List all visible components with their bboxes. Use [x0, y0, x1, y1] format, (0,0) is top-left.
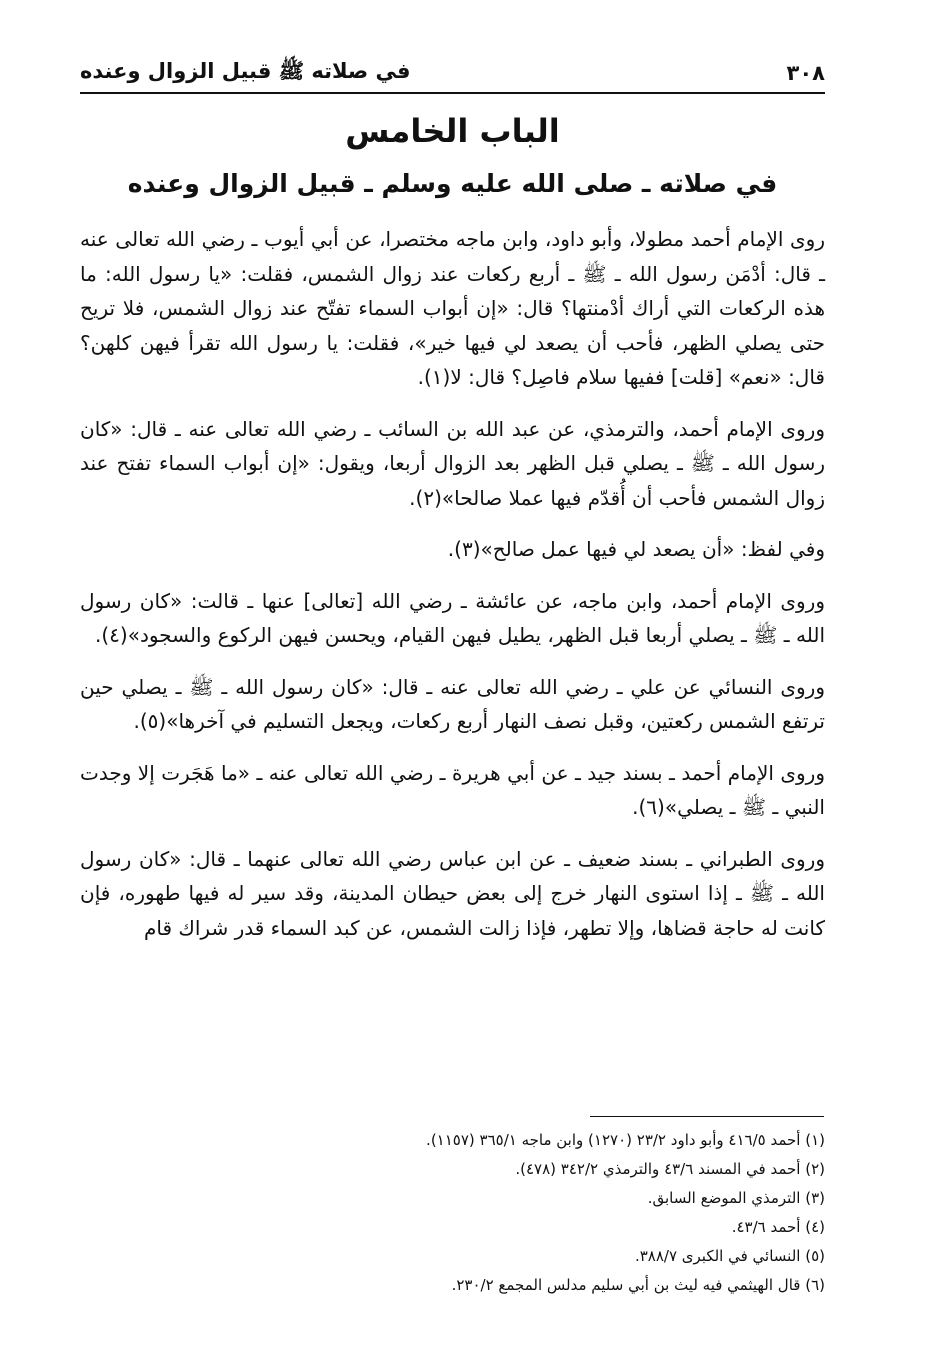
paragraph: وروى النسائي عن علي ـ رضي الله تعالى عنه ـ قال: «كان رسول الله ـ ﷺ ـ يصلي حين ترتفع الشمس ركعتين، وقبل نصف النهار أربع ركعات، ويجعل التسليم في آخرها»(٥). — [80, 674, 825, 733]
page-number: ٣٠٨ — [786, 61, 825, 85]
header-rule — [80, 92, 825, 94]
chapter-title: الباب الخامس — [345, 112, 560, 150]
footnote: (٣) الترمذي الموضع السابق. — [647, 1189, 825, 1207]
paragraph: وروى الإمام أحمد ـ بسند جيد ـ عن أبي هريرة ـ رضي الله تعالى عنه ـ «ما هَجَرت إلا وجدت النبي ـ ﷺ ـ يصلي»(٦). — [80, 760, 825, 819]
main-text — [80, 222, 825, 962]
footnote: (٥) النسائي في الكبرى ٣٨٨/٧. — [634, 1247, 825, 1265]
footnotes — [80, 1126, 825, 1300]
footnote: (٦) قال الهيثمي فيه ليث بن أبي سليم مدلس المجمع ٢٣٠/٢. — [451, 1276, 825, 1294]
paragraph: وروى الإمام أحمد، والترمذي، عن عبد الله بن السائب ـ رضي الله تعالى عنه ـ قال: «كان رسول الله ـ ﷺ ـ يصلي قبل الظهر بعد الزوال أربعا، ويقول: «إن أبواب السماء تفتح عند زوال الشمس فأحب أن أُقدّم فيها عملا صالحا»(٢). — [80, 416, 825, 510]
paragraph: وفي لفظ: «أن يصعد لي فيها عمل صالح»(٣). — [447, 537, 825, 561]
paragraph: وروى الإمام أحمد، وابن ماجه، عن عائشة ـ رضي الله [تعالى] عنها ـ قالت: «كان رسول الله ـ ﷺ ـ يصلي أربعا قبل الظهر، يطيل فيهن القيام، ويحسن فيهن الركوع والسجود»(٤). — [80, 588, 825, 647]
paragraph: وروى الطبراني ـ بسند ضعيف ـ عن ابن عباس رضي الله تعالى عنهما ـ قال: «كان رسول الله ـ ﷺ ـ إذا استوى النهار خرج إلى بعض حيطان المدينة، وقد سير له فيها طهوره، فإن كانت له حاجة قضاها، وإلا تطهر، فإذا زالت الشمس، عن كبد السماء قدر شراك قام — [80, 846, 825, 940]
running-title: في صلاته ﷺ قبيل الزوال وعنده — [80, 58, 411, 83]
footnote: (٤) أحمد ٤٣/٦. — [731, 1218, 825, 1236]
footnote: (٢) أحمد في المسند ٤٣/٦ والترمذي ٣٤٢/٢ (٤٧٨). — [515, 1160, 825, 1178]
chapter-subtitle: في صلاته ـ صلى الله عليه وسلم ـ قبيل الزوال وعنده — [127, 169, 778, 198]
footnote: (١) أحمد ٤١٦/٥ وأبو داود ٢٣/٢ (١٢٧٠) وابن ماجه ٣٦٥/١ (١١٥٧). — [426, 1131, 825, 1149]
footnote-separator — [590, 1116, 824, 1117]
paragraph: روى الإمام أحمد مطولا، وأبو داود، وابن ماجه مختصرا، عن أبي أيوب ـ رضي الله تعالى عنه ـ قال: أدْمَن رسول الله ـ ﷺ ـ أربع ركعات عند زوال الشمس، فقلت: «يا رسول الله: ما هذه الركعات التي أراك أدْمنتها؟ قال: «إن أبواب السماء تفتّح عند زوال الشمس، فلا تريح حتى يصلي الظهر، فأحب أن يصعد لي فيها خير»، فقلت: يا رسول الله تقرأ فيهن كلهن؟ قال: «نعم» [قلت] ففيها سلام فاصِل؟ قال: لا(١). — [80, 227, 825, 389]
running-header — [80, 56, 825, 90]
